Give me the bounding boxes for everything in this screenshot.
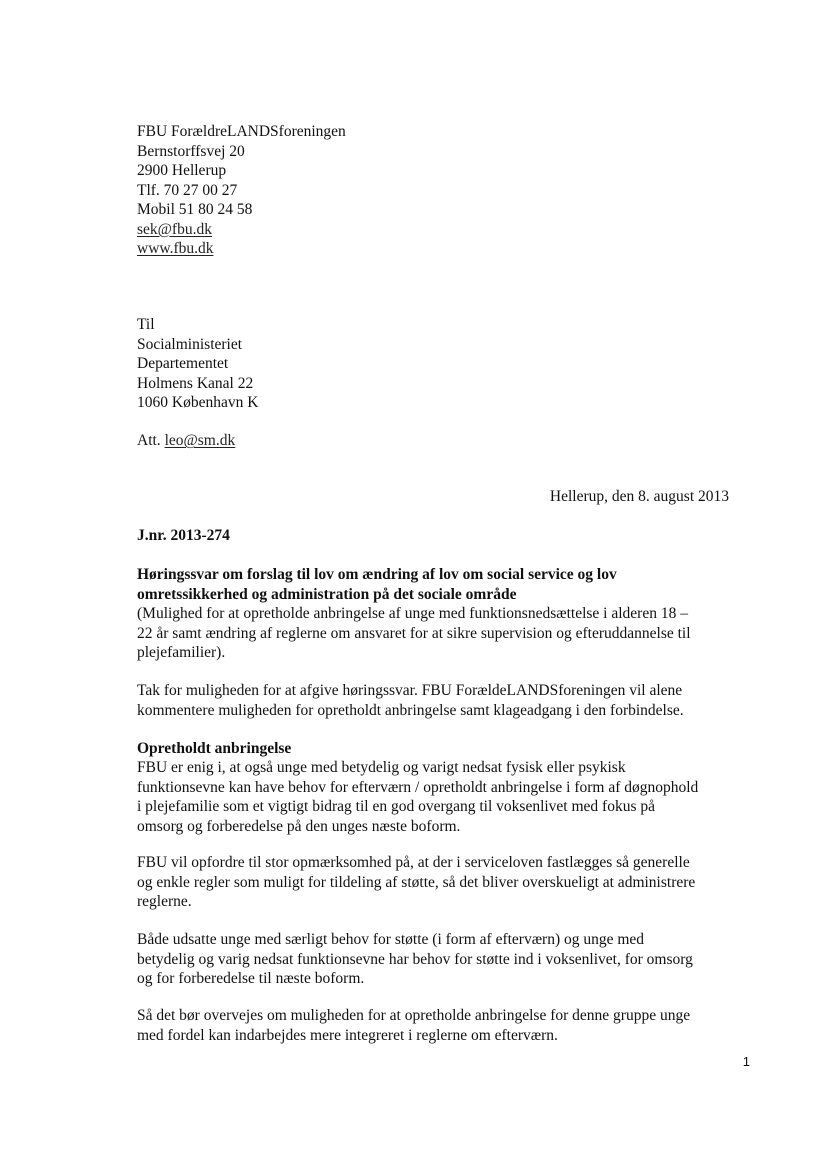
para3-line: og for forberedelse til næste boform. xyxy=(137,970,365,987)
section-title: Opretholdt anbringelse xyxy=(137,740,292,757)
journal-number: J.nr. 2013-274 xyxy=(137,527,230,544)
page-number: 1 xyxy=(742,1054,750,1069)
intro-line: Tak for muligheden for at afgive høringssvar. FBU ForældeLANDSforeningen vil alene xyxy=(137,682,683,699)
para2-line: reglerne. xyxy=(137,893,192,910)
sender-org: FBU ForældreLANDSforeningen xyxy=(137,123,346,140)
para1-line: omsorg og forberedelse på den unges næste boform. xyxy=(137,817,461,835)
sender-mobile: Mobil 51 80 24 58 xyxy=(137,201,253,218)
sender-web-link[interactable]: www.fbu.dk xyxy=(137,240,214,257)
sender-street: Bernstorffsvej 20 xyxy=(137,142,245,160)
recipient-ministry: Socialministeriet xyxy=(137,335,243,353)
para1-line: FBU er enig i, at også unge med betydelig og varigt nedsat fysisk eller psykisk xyxy=(137,759,626,776)
recipient-to: Til xyxy=(137,316,155,333)
para4-line: Så det bør overvejes om muligheden for at opretholde anbringelse for denne gruppe unge xyxy=(137,1007,691,1024)
para2-line: og enkle regler som muligt for tildeling af støtte, så det bliver overskueligt at administrere xyxy=(137,873,696,891)
para4-line: med fordel kan indarbejdes mere integreret i reglerne om efterværn. xyxy=(137,1026,558,1044)
recipient-att xyxy=(137,431,235,451)
para3-line: Både udsatte unge med særligt behov for støtte (i form af efterværn) og unge med xyxy=(137,931,645,948)
para1-line: funktionsevne kan have behov for efterværn / opretholdt anbringelse i form af døgnophold xyxy=(137,778,699,796)
sender-phone: Tlf. 70 27 00 27 xyxy=(137,181,238,199)
subheading-line: plejefamilier). xyxy=(137,644,226,661)
sender-email-link[interactable]: sek@fbu.dk xyxy=(137,220,212,238)
heading-line-1: Høringssvar om forslag til lov om ændring af lov om social service og lov xyxy=(137,566,617,583)
att-email-link[interactable]: leo@sm.dk xyxy=(164,432,236,449)
sender-city: 2900 Hellerup xyxy=(137,162,227,179)
subheading-line: (Mulighed for at opretholde anbringelse af unge med funktionsnedsættelse i alderen 18 – xyxy=(137,605,688,622)
intro-line: kommentere muligheden for opretholdt anbringelse samt klageadgang i den forbindelse. xyxy=(137,701,684,719)
para2-line: FBU vil opfordre til stor opmærksomhed på, at der i serviceloven fastlægges så generelle xyxy=(137,854,690,871)
date-line: Hellerup, den 8. august 2013 xyxy=(549,488,729,505)
para1-line: i plejefamilie som et vigtigt bidrag til en god overgang til voksenlivet med fokus på xyxy=(137,798,656,815)
att-prefix: Att. xyxy=(137,432,161,449)
heading-line-2: omretssikkerhed og administration på det sociale område xyxy=(137,585,517,603)
recipient-department: Departementet xyxy=(137,355,229,372)
para3-line: betydelig og varig nedsat funktionsevne har behov for støtte ind i voksenlivet, for omsorg xyxy=(137,950,693,968)
recipient-street: Holmens Kanal 22 xyxy=(137,374,254,392)
subheading-line: 22 år samt ændring af reglerne om ansvaret for at sikre supervision og efteruddannelse til xyxy=(137,624,691,642)
recipient-city: 1060 København K xyxy=(137,394,259,411)
